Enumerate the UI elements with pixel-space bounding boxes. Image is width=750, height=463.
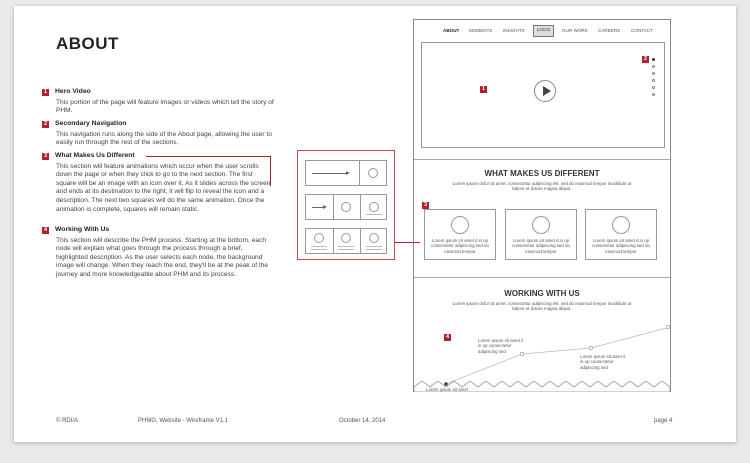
callout-connector <box>146 156 270 157</box>
journey-node-text: Lorem ipsum sit amet it in op consectetur adipiscing sed <box>580 354 626 370</box>
section-title: Hero Video <box>55 88 91 95</box>
footer-page-number: page 4 <box>654 418 673 424</box>
sidenav-dot[interactable] <box>652 65 655 68</box>
marker-1: 1 <box>43 88 48 95</box>
sidenav-dot[interactable] <box>652 72 655 75</box>
animation-step-1 <box>305 160 387 186</box>
nav-item-about[interactable]: ABOUT <box>443 28 460 33</box>
sidenav-dot[interactable] <box>652 79 655 82</box>
section-hero-video <box>42 88 274 116</box>
marker-3: 3 <box>43 152 48 159</box>
different-card <box>585 209 657 260</box>
section-body: This portion of the page will feature images or videos which tell the story of PHM. <box>56 98 274 115</box>
marker-2: 2 <box>43 120 48 127</box>
marker-2: 2 <box>643 56 648 62</box>
card-text: Lorem ipsum sit amet it in op consectetur adipiscing sed do eiusmod tempor <box>592 238 650 254</box>
different-card <box>424 209 496 260</box>
nav-item-moments[interactable]: MOMENTS <box>469 28 493 33</box>
section-title: Working With Us <box>55 226 110 233</box>
section-divider <box>414 159 670 160</box>
animation-callout <box>297 150 395 260</box>
footer-copyright: © RDI/A <box>56 418 79 424</box>
section-body: This section will describe the PHM process. Starting at the bottom, each node will explain what goes through the process through a brief, highlighted description. As the user selects each node, the background image will change. When they reach the end, they'll be at the peak of the journey and more knowledgeable about PHM and its process. <box>56 236 269 278</box>
page-title: ABOUT <box>56 34 119 53</box>
section-divider <box>414 277 670 278</box>
footer-document-name: PHMG, Website - Wireframe V1.1 <box>138 418 228 424</box>
different-card <box>505 209 577 260</box>
journey-path <box>414 315 670 392</box>
card-text: Lorem ipsum sit amet it in op consectetur adipiscing sed do eiusmod tempor <box>431 238 489 254</box>
journey-node-text: Lorem ipsum sit amet <box>426 387 468 392</box>
different-intro: Lorem ipsum dolor sit amet, consectetur adipiscing elit, sed do eiusmod tempor incididunt ut labore et dolore magna aliqua. <box>452 181 632 192</box>
journey-node[interactable] <box>589 346 593 350</box>
section-body: This section will feature animations which occur when the user scrolls down the page or when they click to go to the next section. The first square will be an image with an icon over it. As it slides across the screen and ends at its destination to the right, it will flip to reveal the icon and a description. The next two squares will do the same animation. Once the animation is complete, squares will remain static. <box>56 162 271 213</box>
callout-connector <box>270 156 271 186</box>
hero-video-placeholder <box>421 42 665 148</box>
marker-3: 3 <box>423 202 428 208</box>
journey-node-text: Lorem ipsum sit amet it in op consectetur adipiscing sed <box>478 338 524 354</box>
animation-step-3 <box>305 228 387 254</box>
working-intro: Lorem ipsum dolor sit amet, consectetur adipiscing elit, sed do eiusmod tempor incididunt ut labore et dolore magna aliqua. <box>452 301 632 312</box>
section-working-with-us <box>42 226 274 280</box>
marker-1: 1 <box>481 86 486 92</box>
sidenav-dot[interactable] <box>652 86 655 89</box>
section-title: What Makes Us Different <box>55 152 135 159</box>
nav-item-our-work[interactable]: OUR WORK <box>562 28 588 33</box>
journey-node-start[interactable] <box>444 382 448 386</box>
marker-4: 4 <box>445 334 450 340</box>
nav-logo[interactable]: LOGO <box>533 25 554 37</box>
play-icon[interactable] <box>534 80 556 102</box>
nav-item-insights[interactable]: INSIGHTS <box>503 28 525 33</box>
wireframe-nav <box>414 20 670 42</box>
section-body: This navigation runs along the side of the About page, allowing the user to easily run through the rest of the sections. <box>56 130 272 147</box>
marker-4: 4 <box>43 226 48 233</box>
section-title: Secondary Navigation <box>55 120 127 127</box>
wireframe-mockup <box>413 19 671 392</box>
footer-date: October 14, 2014 <box>339 418 386 424</box>
nav-item-contact[interactable]: CONTACT <box>631 28 653 33</box>
section-what-makes-us-different <box>42 152 274 214</box>
nav-item-careers[interactable]: CAREERS <box>598 28 621 33</box>
sidenav-dot-active[interactable] <box>652 58 655 61</box>
animation-step-2 <box>305 194 387 220</box>
sidenav-dot[interactable] <box>652 93 655 96</box>
section-secondary-navigation <box>42 120 274 148</box>
working-heading: WORKING WITH US <box>504 289 580 298</box>
journey-node-end[interactable] <box>666 325 670 329</box>
document-page <box>14 6 736 442</box>
different-heading: WHAT MAKES US DIFFERENT <box>484 169 600 178</box>
card-text: Lorem ipsum sit amet it in op consectetur adipiscing sed do eiusmod tempor <box>512 238 570 254</box>
